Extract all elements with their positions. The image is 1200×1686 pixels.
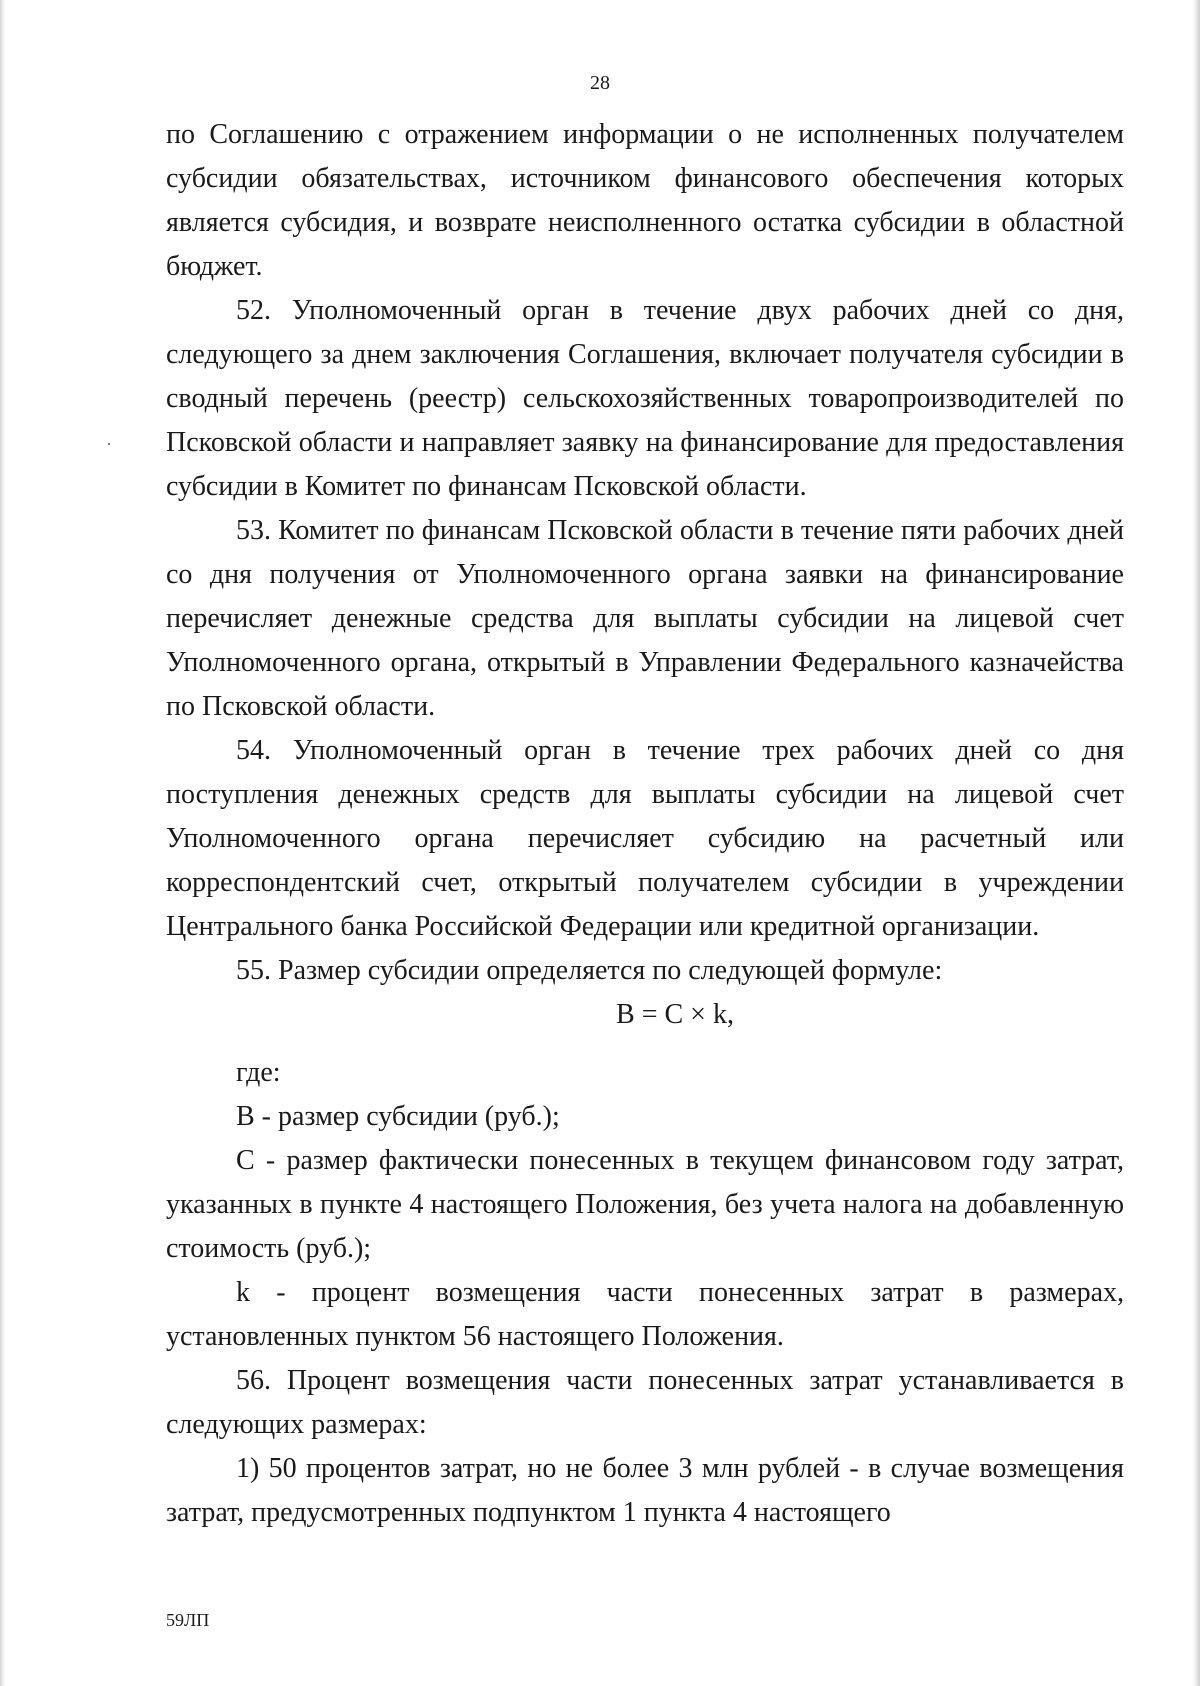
formula-definition-k: k - процент возмещения части понесенных затрат в размерах, установленных пунктом 56 настоящего Положения. bbox=[166, 1277, 1124, 1352]
page-number: 28 bbox=[590, 72, 610, 94]
formula-definition-b: В - размер субсидии (руб.); bbox=[236, 1101, 560, 1132]
scan-edge-right bbox=[1192, 0, 1200, 1686]
scan-speck bbox=[108, 443, 110, 445]
formula-definition-c: С - размер фактически понесенных в текущем финансовом году затрат, указанных в пункте 4 настоящего Положения, без учета налога на добавленную стоимость (руб.); bbox=[166, 1145, 1124, 1264]
formula-where-label: где: bbox=[236, 1057, 281, 1088]
document-body bbox=[166, 113, 1124, 1535]
paragraph-56: 56. Процент возмещения части понесенных затрат устанавливается в следующих размерах: bbox=[166, 1365, 1124, 1440]
scan-edge-left bbox=[0, 0, 6, 1686]
formula: В = С × k, bbox=[616, 999, 734, 1030]
paragraph-continuation: по Соглашению с отражением информации о не исполненных получателем субсидии обязательствах, источником финансового обеспечения которых является субсидия, и возврате неисполненного остатка субсидии в областной бюджет. bbox=[166, 119, 1124, 282]
paragraph-55: 55. Размер субсидии определяется по следующей формуле: bbox=[236, 955, 943, 986]
paragraph-54: 54. Уполномоченный орган в течение трех рабочих дней со дня поступления денежных средств для выплаты субсидии на лицевой счет Уполномоченного органа перечисляет субсидию на расчетный или корреспондентский счет, открытый получателем субсидии в учреждении Центрального банка Российской Федерации или кредитной организации. bbox=[166, 735, 1124, 942]
paragraph-52: 52. Уполномоченный орган в течение двух рабочих дней со дня, следующего за днем заключения Соглашения, включает получателя субсидии в сводный перечень (реестр) сельскохозяйственных товаропроизводителей по Псковской области и направляет заявку на финансирование для предоставления субсидии в Комитет по финансам Псковской области. bbox=[166, 295, 1124, 502]
paragraph-53: 53. Комитет по финансам Псковской области в течение пяти рабочих дней со дня получения от Уполномоченного органа заявки на финансирование перечисляет денежные средства для выплаты субсидии на лицевой счет Уполномоченного органа, открытый в Управлении Федерального казначейства по Псковской области. bbox=[166, 515, 1124, 722]
footer-code: 59ЛП bbox=[166, 1610, 210, 1630]
paragraph-56-item-1: 1) 50 процентов затрат, но не более 3 млн рублей - в случае возмещения затрат, предусмотренных подпунктом 1 пункта 4 настоящего bbox=[166, 1453, 1124, 1528]
